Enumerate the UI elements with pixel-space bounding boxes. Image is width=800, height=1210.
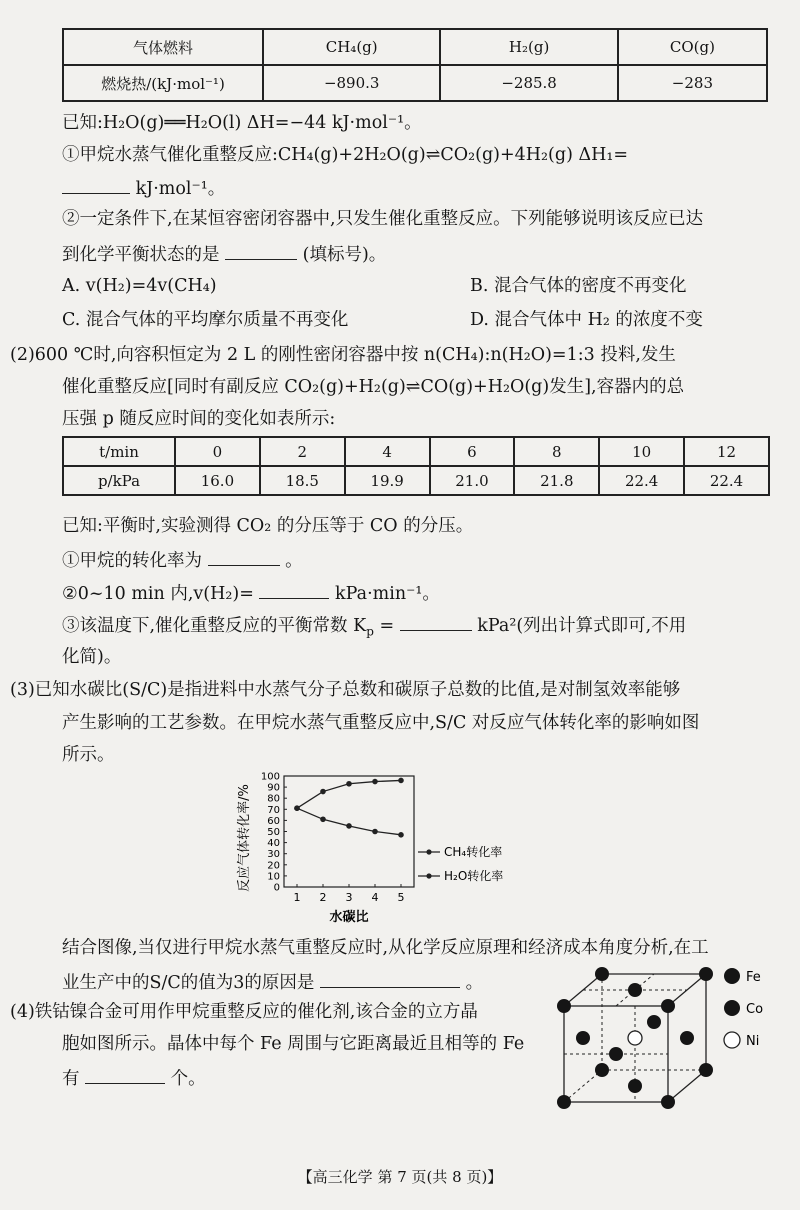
table-cell: 21.8 xyxy=(514,466,599,495)
legend-fe: Fe xyxy=(746,970,761,985)
co-atom xyxy=(609,1047,623,1061)
table-cell: 22.4 xyxy=(684,466,769,495)
table-cell: −890.3 xyxy=(263,65,440,101)
data-point xyxy=(346,823,352,829)
ni-atom xyxy=(628,1031,642,1045)
answer-blank[interactable] xyxy=(400,612,472,631)
q2-3-line1 xyxy=(62,612,777,644)
y-tick-label: 60 xyxy=(267,815,280,827)
fe-atom xyxy=(595,1063,609,1077)
legend-ni: Ni xyxy=(746,1034,760,1049)
table-cell: −283 xyxy=(618,65,767,101)
legend-ch4: CH₄转化率 xyxy=(444,845,503,859)
fe-atom xyxy=(661,999,675,1013)
table-header-cell: p/kPa xyxy=(63,466,175,495)
table-cell: 2 xyxy=(260,437,345,466)
q4-line2: 胞如图所示。晶体中每个 Fe 周围与它距离最近且相等的 Fe xyxy=(62,1034,525,1054)
q2-3-unit: kPa²(列出计算式即可,不用 xyxy=(477,616,687,636)
combustion-heat-table xyxy=(62,28,768,102)
table-cell: 16.0 xyxy=(175,466,260,495)
option-b: B. 混合气体的密度不再变化 xyxy=(470,276,687,296)
option-a: A. v(H₂)=4v(CH₄) xyxy=(62,276,217,296)
x-tick-label: 3 xyxy=(345,891,353,904)
y-tick-label: 90 xyxy=(267,782,280,794)
known-condition-2: 已知:平衡时,实验测得 CO₂ 的分压等于 CO 的分压。 xyxy=(62,516,474,536)
data-point xyxy=(372,779,378,785)
fe-atom xyxy=(557,999,571,1013)
data-point xyxy=(294,805,300,811)
q2-3-prompt: ③该温度下,催化重整反应的平衡常数 K xyxy=(62,616,367,636)
table-cell: 21.0 xyxy=(430,466,515,495)
table-row xyxy=(63,29,767,65)
answer-blank[interactable] xyxy=(62,175,130,194)
table-row xyxy=(63,437,769,466)
q1-1-line1: ①甲烷水蒸气催化重整反应:CH₄(g)+2H₂O(g)⇌CO₂(g)+4H₂(g) ΔH₁= xyxy=(62,145,629,165)
data-point xyxy=(372,829,378,835)
fe-atom xyxy=(699,1063,713,1077)
table-cell: 12 xyxy=(684,437,769,466)
co-atom xyxy=(576,1031,590,1045)
q2-line1: (2)600 ℃时,向容积恒定为 2 L 的刚性密闭容器中按 n(CH₄):n(H₂O)=1:3 投料,发生 xyxy=(10,345,676,365)
q2-3-equals: = xyxy=(379,616,395,636)
answer-blank[interactable] xyxy=(225,241,297,260)
legend-co: Co xyxy=(746,1002,764,1017)
table-cell: 6 xyxy=(430,437,515,466)
y-tick-label: 80 xyxy=(267,793,280,805)
y-tick-label: 30 xyxy=(267,849,280,861)
table-header-cell: CO(g) xyxy=(618,29,767,65)
answer-blank[interactable] xyxy=(320,969,460,988)
q1-2-prompt: 到化学平衡状态的是 xyxy=(62,245,220,265)
chart-ylabel: 反应气体转化率/% xyxy=(237,784,252,892)
table-header-cell: H₂(g) xyxy=(440,29,617,65)
known-condition-1: 已知:H₂O(g)══H₂O(l) ΔH=−44 kJ·mol⁻¹。 xyxy=(62,113,422,133)
series-line-h2o xyxy=(297,808,401,835)
data-point xyxy=(320,816,326,822)
q3-line3: 所示。 xyxy=(62,745,115,765)
co-atom xyxy=(628,1079,642,1093)
y-tick-label: 20 xyxy=(267,860,280,872)
q2-3-line2: 化简)。 xyxy=(62,647,122,667)
q2-1-suffix: 。 xyxy=(285,551,303,571)
q3-line1: (3)已知水碳比(S/C)是指进料中水蒸气分子总数和碳原子总数的比值,是对制氢效率能够 xyxy=(10,680,681,700)
q1-2-line1: ②一定条件下,在某恒容密闭容器中,只发生催化重整反应。下列能够说明该反应已达 xyxy=(62,209,704,229)
y-tick-label: 70 xyxy=(267,804,280,816)
table-cell: 10 xyxy=(599,437,684,466)
x-tick-label: 1 xyxy=(293,891,301,904)
answer-blank[interactable] xyxy=(208,547,280,566)
q3-line2: 产生影响的工艺参数。在甲烷水蒸气重整反应中,S/C 对反应气体转化率的影响如图 xyxy=(62,713,700,733)
option-c: C. 混合气体的平均摩尔质量不再变化 xyxy=(62,310,349,330)
y-tick-label: 50 xyxy=(267,827,280,838)
answer-blank[interactable] xyxy=(259,580,329,599)
chart-legend xyxy=(418,844,503,883)
table-cell: 18.5 xyxy=(260,466,345,495)
x-tick-label: 4 xyxy=(371,891,379,904)
fe-atom xyxy=(661,1095,675,1109)
q2-line3: 压强 p 随反应时间的变化如表所示: xyxy=(62,409,336,429)
co-atom xyxy=(647,1015,661,1029)
table-header-cell: 气体燃料 xyxy=(63,29,263,65)
q2-1-prompt: ①甲烷的转化率为 xyxy=(62,551,202,571)
q4-prompt: 有 xyxy=(62,1069,80,1089)
data-point xyxy=(398,778,404,784)
table-header-cell: CH₄(g) xyxy=(263,29,440,65)
fe-atom xyxy=(699,967,713,981)
legend-h2o: H₂O转化率 xyxy=(444,869,504,883)
pressure-time-table xyxy=(62,436,770,496)
q2-line2: 催化重整反应[同时有副反应 CO₂(g)+H₂(g)⇌CO(g)+H₂O(g)发生],容器内的总 xyxy=(62,377,685,397)
y-tick-label: 100 xyxy=(260,771,280,783)
q2-1 xyxy=(62,547,777,573)
chart-xlabel: 水碳比 xyxy=(329,910,369,925)
q3-answer-prompt: 业生产中的S/C的值为3的原因是 xyxy=(62,973,315,993)
q4-suffix: 个。 xyxy=(170,1069,206,1089)
table-cell: 22.4 xyxy=(599,466,684,495)
co-atom xyxy=(680,1031,694,1045)
crystal-legend xyxy=(724,968,763,1049)
table-row xyxy=(63,65,767,101)
q1-2-line2 xyxy=(62,241,777,267)
q2-3-subscript: p xyxy=(366,624,374,639)
conversion-chart xyxy=(236,768,576,928)
x-tick-label: 5 xyxy=(397,891,405,904)
fe-atom xyxy=(595,967,609,981)
q1-2-suffix: (填标号)。 xyxy=(302,245,387,265)
data-point xyxy=(320,789,326,795)
table-cell: 0 xyxy=(175,437,260,466)
table-header-cell: t/min xyxy=(63,437,175,466)
q1-1-unit: kJ·mol⁻¹。 xyxy=(135,179,226,199)
table-cell: −285.8 xyxy=(440,65,617,101)
table-row-label: 燃烧热/(kJ·mol⁻¹) xyxy=(63,65,263,101)
plot-frame xyxy=(284,776,414,887)
q4-line3 xyxy=(62,1065,262,1091)
page-footer: 【高三化学 第 7 页(共 8 页)】 xyxy=(297,1168,503,1186)
table-cell: 4 xyxy=(345,437,430,466)
co-atom xyxy=(628,983,642,997)
table-cell: 8 xyxy=(514,437,599,466)
y-tick-label: 0 xyxy=(273,882,280,894)
q2-2-unit: kPa·min⁻¹。 xyxy=(335,584,440,604)
q2-2 xyxy=(62,580,777,606)
q4-line1: (4)铁钴镍合金可用作甲烷重整反应的催化剂,该合金的立方晶 xyxy=(10,1002,478,1022)
crystal-cell-diagram xyxy=(550,960,780,1110)
q3-answer-line1: 结合图像,当仅进行甲烷水蒸气重整反应时,从化学反应原理和经济成本角度分析,在工 xyxy=(62,938,709,958)
x-tick-label: 2 xyxy=(319,891,327,904)
y-tick-label: 40 xyxy=(267,838,280,850)
table-row xyxy=(63,466,769,495)
table-cell: 19.9 xyxy=(345,466,430,495)
answer-blank[interactable] xyxy=(85,1065,165,1084)
data-point xyxy=(398,832,404,838)
fe-atom xyxy=(557,1095,571,1109)
q3-answer-line2 xyxy=(62,969,532,995)
q1-1-line2 xyxy=(62,175,777,201)
y-tick-label: 10 xyxy=(267,871,280,883)
option-d: D. 混合气体中 H₂ 的浓度不变 xyxy=(470,310,703,330)
q3-answer-suffix: 。 xyxy=(465,973,484,993)
q2-2-prompt: ②0~10 min 内,v(H₂)= xyxy=(62,584,254,604)
data-point xyxy=(346,781,352,787)
